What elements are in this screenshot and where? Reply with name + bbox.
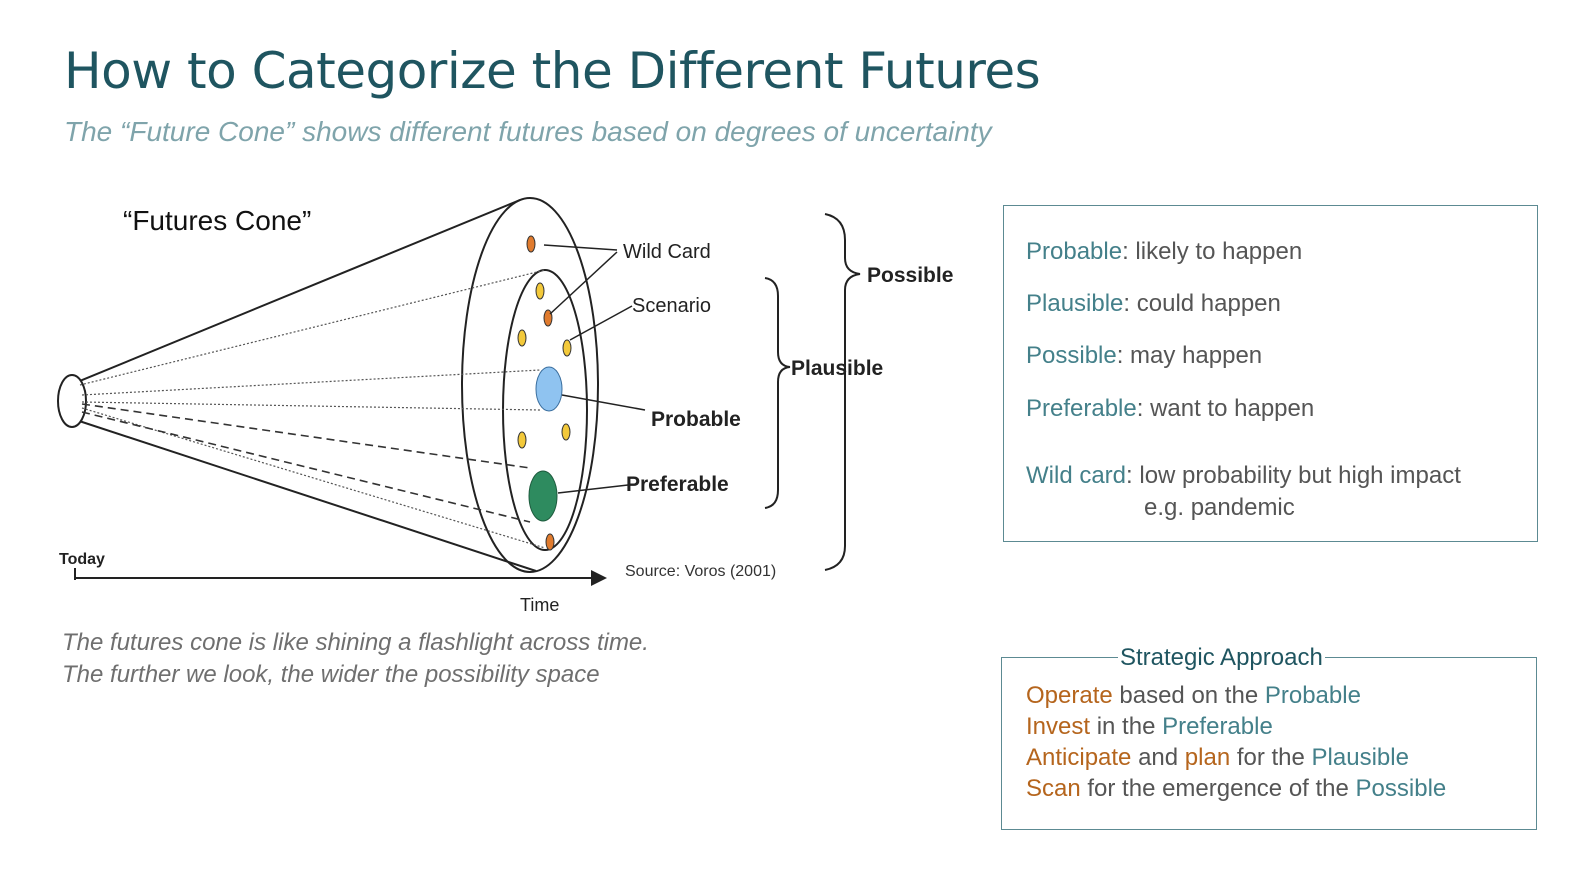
definition-text: : want to happen	[1136, 395, 1315, 422]
probable-dot	[536, 367, 562, 411]
pointer-lines	[544, 245, 645, 493]
slide-title: How to Categorize the Different Futures	[64, 42, 1041, 100]
cone-title: “Futures Cone”	[123, 205, 312, 236]
strategy-line-anticipate	[1026, 742, 1446, 773]
cone-rays	[80, 270, 545, 548]
dot-yellow-5	[518, 432, 526, 448]
strategy-target: Plausible	[1311, 744, 1409, 771]
dot-yellow-2	[518, 330, 526, 346]
strategy-line-invest	[1026, 711, 1446, 742]
definition-possible	[1026, 342, 1262, 370]
possible-brace	[825, 214, 860, 570]
plausible-brace	[765, 278, 790, 508]
definition-text: : low probability but high impact	[1126, 462, 1461, 489]
term-plausible: Plausible	[1026, 290, 1124, 317]
cone-caption	[62, 627, 649, 691]
strategy-connector-2: for the	[1230, 744, 1312, 771]
preferable-dot	[529, 471, 557, 521]
strategic-approach-title: Strategic Approach	[1120, 644, 1323, 671]
strategy-verb: Operate	[1026, 682, 1113, 709]
source-label: Source: Voros (2001)	[625, 563, 777, 580]
definition-plausible	[1026, 290, 1281, 318]
definition-preferable	[1026, 395, 1314, 423]
time-arrow-head	[591, 570, 607, 586]
slide-subtitle: The “Future Cone” shows different futures based on degrees of uncertainty	[64, 116, 992, 147]
dot-orange-2	[546, 534, 554, 550]
strategy-target: Preferable	[1162, 713, 1273, 740]
strategy-line-scan	[1026, 773, 1446, 804]
caption-line-2: The further we look, the wider the possibility space	[62, 661, 600, 688]
probable-label: Probable	[651, 408, 741, 431]
strategy-verb: Invest	[1026, 713, 1091, 740]
strategy-target: Possible	[1355, 775, 1447, 802]
strategy-verb-2: plan	[1184, 744, 1231, 771]
definition-example: e.g. pandemic	[1144, 494, 1295, 521]
preferable-label: Preferable	[626, 473, 729, 496]
scenario-label: Scenario	[632, 295, 711, 317]
strategy-connector: for the emergence of the	[1080, 775, 1356, 802]
strategy-target: Probable	[1264, 682, 1361, 709]
definition-text: : may happen	[1116, 342, 1263, 369]
term-possible: Possible	[1026, 342, 1117, 369]
futures-cone-diagram	[0, 180, 1000, 630]
plausible-label: Plausible	[791, 357, 884, 380]
strategy-line-operate	[1026, 680, 1446, 711]
caption-line-1: The futures cone is like shining a flashlight across time.	[62, 629, 649, 656]
strategy-verb: Anticipate	[1026, 744, 1132, 771]
strategy-connector: and	[1131, 744, 1185, 771]
definition-text: : could happen	[1123, 290, 1281, 317]
strategy-connector: in the	[1090, 713, 1163, 740]
definition-text: : likely to happen	[1122, 238, 1303, 265]
dot-yellow-1	[536, 283, 544, 299]
definitions-box	[1003, 205, 1538, 542]
term-probable: Probable	[1026, 238, 1123, 265]
definition-probable	[1026, 238, 1302, 266]
possible-label: Possible	[867, 264, 954, 287]
strategic-approach-box	[1001, 644, 1537, 830]
term-wild-card: Wild card	[1026, 462, 1127, 489]
definition-wild-card	[1026, 460, 1461, 524]
cone-outline	[58, 198, 598, 572]
wild-card-label: Wild Card	[623, 241, 711, 263]
dot-yellow-4	[562, 424, 570, 440]
strategy-lines	[1026, 680, 1446, 804]
strategy-verb: Scan	[1026, 775, 1081, 802]
time-axis	[75, 568, 593, 580]
dot-yellow-3	[563, 340, 571, 356]
time-label: Time	[520, 595, 560, 615]
wild-card-dot	[527, 236, 535, 252]
today-label: Today	[59, 551, 105, 568]
strategy-connector: based on the	[1112, 682, 1265, 709]
term-preferable: Preferable	[1026, 395, 1137, 422]
